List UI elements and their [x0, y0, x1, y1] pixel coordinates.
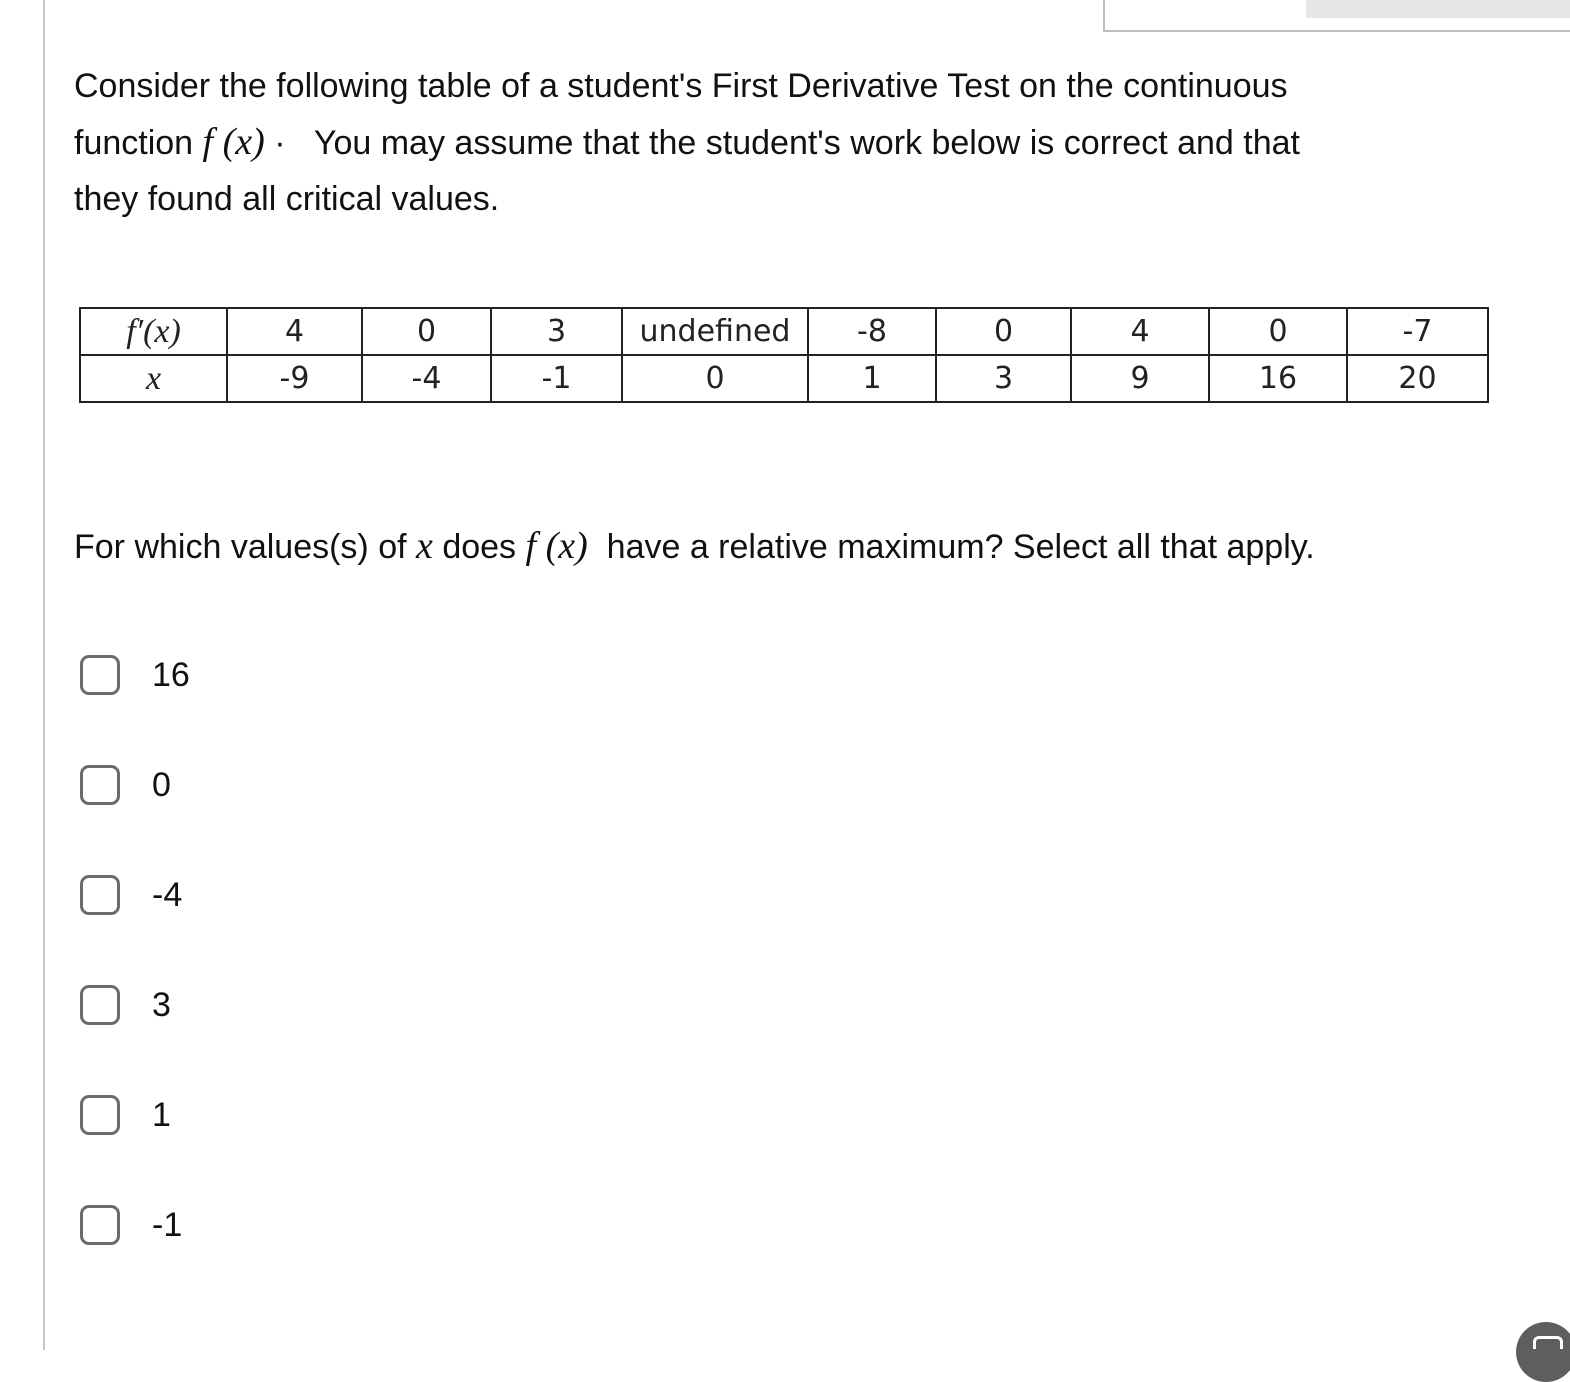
table-cell: -4: [362, 355, 491, 402]
top-gray-bar: [1306, 0, 1570, 18]
accessibility-icon[interactable]: [1516, 1322, 1570, 1382]
option-label: -1: [152, 1205, 183, 1244]
table-cell: 0: [362, 308, 491, 355]
table-cell: 3: [936, 355, 1071, 402]
row-header: f′(x): [80, 308, 227, 355]
table-cell: -1: [491, 355, 622, 402]
option-neg-4[interactable]: [80, 870, 480, 920]
question-line-2-end: You may assume that the student's work below is correct and that: [313, 124, 1300, 162]
prompt-part-3: have a relative maximum? Select all that apply.: [606, 528, 1315, 566]
checkbox[interactable]: [80, 985, 120, 1025]
table-cell: 0: [622, 355, 808, 402]
checkbox[interactable]: [80, 1205, 120, 1245]
prompt-text: [74, 518, 1534, 575]
option-label: 16: [152, 655, 190, 694]
table-row-x: [80, 355, 1488, 402]
question-text: [74, 58, 1490, 227]
function-notation: f (x): [525, 525, 588, 567]
option-neg-1[interactable]: [80, 1200, 480, 1250]
table-cell: 0: [1209, 308, 1347, 355]
checkbox[interactable]: [80, 655, 120, 695]
question-line-3: they found all critical values.: [74, 180, 500, 218]
question-word-function: function: [74, 124, 194, 162]
option-0[interactable]: [80, 760, 480, 810]
option-label: 1: [152, 1095, 171, 1134]
question-line-2: [74, 114, 1490, 171]
option-3[interactable]: [80, 980, 480, 1030]
prompt-part-2: does: [442, 528, 517, 566]
table-row-derivative: [80, 308, 1488, 355]
question-line-1: Consider the following table of a student's First Derivative Test on the continuous: [74, 67, 1288, 105]
table-cell: -8: [808, 308, 936, 355]
option-label: 0: [152, 765, 171, 804]
table-cell: 16: [1209, 355, 1347, 402]
option-label: 3: [152, 985, 171, 1024]
x-variable: x: [416, 525, 433, 567]
checkbox[interactable]: [80, 1095, 120, 1135]
table-cell: 1: [808, 355, 936, 402]
table-cell: 20: [1347, 355, 1488, 402]
table-cell: 4: [1071, 308, 1209, 355]
table-cell: -9: [227, 355, 362, 402]
left-border: [43, 0, 45, 1350]
question-dot: ·: [274, 124, 286, 162]
prompt-part-1: For which values(s) of: [74, 528, 407, 566]
table-cell: undefined: [622, 308, 808, 355]
row-header: x: [80, 355, 227, 402]
table-cell: -7: [1347, 308, 1488, 355]
checkbox[interactable]: [80, 875, 120, 915]
table-cell: 4: [227, 308, 362, 355]
derivative-table: [79, 307, 1489, 403]
option-label: -4: [152, 875, 183, 914]
option-16[interactable]: [80, 650, 480, 700]
table-cell: 0: [936, 308, 1071, 355]
checkbox[interactable]: [80, 765, 120, 805]
table-cell: 9: [1071, 355, 1209, 402]
table-cell: 3: [491, 308, 622, 355]
option-1[interactable]: [80, 1090, 480, 1140]
function-notation: f (x): [202, 121, 265, 163]
